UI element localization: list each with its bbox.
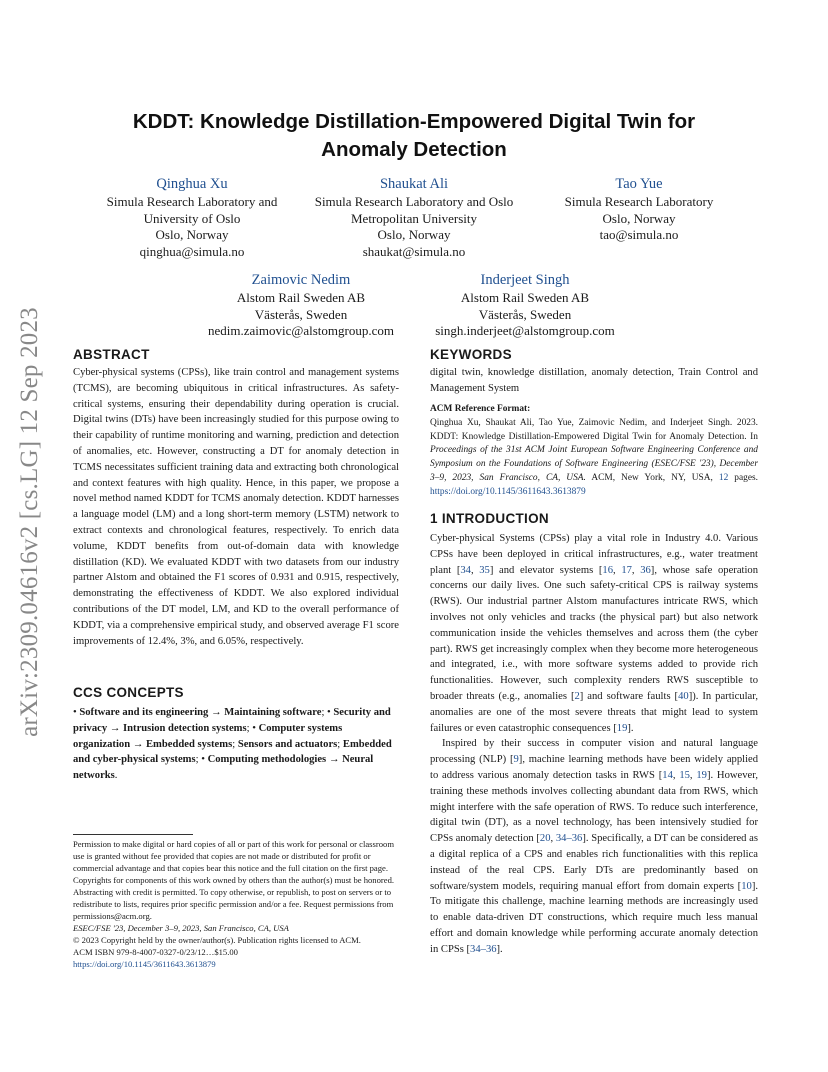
acm-reference-authors: Qinghua Xu, Shaukat Ali, Tao Yue, Zaimovic Nedim, and Inderjeet Singh. 2023. KDDT: Knowledge Distillation-Empowered Digital Twin for Anomaly Detection. In <box>430 417 758 442</box>
isbn-line: ACM ISBN 979-8-4007-0327-0/23/12…$15.00 <box>73 947 238 957</box>
paragraph-text: ] and elevator systems [ <box>489 564 603 576</box>
paragraph-text: , <box>470 564 480 576</box>
footnote-block <box>73 838 399 970</box>
ccs-concept: Sensors and actuators <box>237 738 338 750</box>
ccs-concept: Security and privacy → Intrusion detection systems <box>73 707 391 734</box>
author-block-1 <box>92 174 292 260</box>
author-block-3 <box>544 174 734 244</box>
author-affiliation: Metropolitan University <box>350 210 477 226</box>
author-affiliation: Alstom Rail Sweden AB <box>236 290 366 305</box>
author-affiliation: Simula Research Laboratory and Oslo <box>314 194 514 209</box>
ccs-separator: ; • <box>246 722 259 734</box>
author-email: tao@simula.no <box>599 227 679 242</box>
author-location: Oslo, Norway <box>155 227 229 242</box>
acm-reference-doi-link[interactable]: https://doi.org/10.1145/3611643.3613879 <box>430 486 586 497</box>
author-location: Västerås, Sweden <box>478 306 572 322</box>
author-block-5 <box>424 270 626 340</box>
introduction-paragraph-2 <box>430 736 758 957</box>
author-affiliation: Simula Research Laboratory and <box>106 194 278 209</box>
paragraph-text: , <box>672 769 680 781</box>
citation-link[interactable]: 40 <box>678 690 689 702</box>
author-affiliation: Alstom Rail Sweden AB <box>460 290 590 305</box>
author-email: singh.inderjeet@alstomgroup.com <box>435 323 615 338</box>
citation-link[interactable]: 9 <box>513 754 519 766</box>
author-block-4 <box>200 270 402 340</box>
author-name: Inderjeet Singh <box>480 272 570 288</box>
citation-link[interactable]: 34–36 <box>470 943 497 955</box>
paragraph-text: ]. Specifically, a DT can be considered as a digital replica of a CPS and enables rich functionalities with this replica instead of the real CPS. Early DTs are predominantly based on software/system models, requiring manual effort from domain experts [ <box>430 833 759 892</box>
acm-reference-text <box>430 417 758 500</box>
paragraph-text: Inspired by their success in computer vision and natural language processing (NLP) [ <box>430 738 758 766</box>
ccs-separator: • <box>73 707 80 718</box>
citation-link[interactable]: 16 <box>602 564 614 576</box>
citation-link[interactable]: 10 <box>741 880 752 892</box>
paragraph-text: , <box>550 833 556 845</box>
acm-reference-pages: pages. <box>728 472 758 483</box>
citation-link[interactable]: 19 <box>696 769 707 781</box>
paragraph-text: ]). In particular, anomalies are one of the most severe threats that might lead to system failures or even catastrophic consequences [ <box>430 690 758 734</box>
author-email: shaukat@simula.no <box>362 243 466 259</box>
pages-link[interactable]: 12 <box>718 472 729 483</box>
abstract-text: Cyber-physical systems (CPSs), like train control and management systems (TCMS), are becoming ubiquitous in critical infrastructures. As safety-critical systems, ensuring their dependability during operation is crucial. Digital twins (DTs) have been increasingly studied for this purpose owing to their capability of runtime monitoring and warning, prediction and detection of anomalies, etc. However, constructing a DT for anomaly detection in TCMS necessitates sufficient training data and extracting both chronological and context features with high quality. Hence, in this paper, we propose a novel method named KDDT for TCMS anomaly detection. KDDT harnesses a language model (LM) and a long short-term memory (LSTM) network to extract contexts and chronological features, respectively. To enrich data volume, KDDT benefits from out-of-domain data with knowledge distillation (KD). We evaluated KDDT with two datasets from our industry partner Alstom and obtained the F1 scores of 0.931 and 0.915, respectively, demonstrating the effectiveness of KDDT. We also explored individual contributions of the DT model, LM, and KD to the overall performance of KDDT, via a comprehensive empirical study, and observed average F1 score improvements of 12.4%, 3%, and 6.05%, respectively. <box>73 367 399 647</box>
abstract-section <box>73 346 399 649</box>
author-affiliation: Simula Research Laboratory <box>564 194 714 209</box>
author-name: Tao Yue <box>615 176 663 192</box>
paragraph-text: ]. <box>496 943 503 955</box>
ccs-separator: . <box>114 770 118 782</box>
paragraph-text: , <box>613 564 622 576</box>
ccs-section <box>73 684 399 784</box>
citation-link[interactable]: 34 <box>460 564 471 576</box>
author-email: nedim.zaimovic@alstomgroup.com <box>208 323 394 338</box>
permission-notice: Permission to make digital or hard copies of all or part of this work for personal or classroom use is granted without fee provided that copies are not made or distributed for profit or commercial advantage and that copies bear this notice and the full citation on the first page. Copyrights for components of this work owned by others than the author(s) must be honored. Abstracting with credit is permitted. To copy otherwise, or republish, to post on servers or to redistribute to lists, requires prior specific permission and/or a fee. Request permissions from permissions@acm.org. <box>73 839 395 921</box>
author-name: Zaimovic Nedim <box>251 272 351 288</box>
doi-link[interactable]: https://doi.org/10.1145/3611643.3613879 <box>73 959 216 969</box>
introduction-section <box>430 510 758 958</box>
author-location: Oslo, Norway <box>602 210 676 226</box>
ccs-separator: ; • <box>321 707 334 718</box>
ccs-concept: Software and its engineering → Maintaining software <box>79 707 322 718</box>
acm-reference-publisher: ACM, New York, NY, USA, <box>585 472 719 483</box>
paper-title <box>60 108 768 164</box>
footnote-rule <box>73 834 193 835</box>
title-line-2: Anomaly Detection <box>321 138 507 161</box>
venue-line: ESEC/FSE '23, December 3–9, 2023, San Francisco, CA, USA <box>73 923 289 933</box>
copyright-line: © 2023 Copyright held by the owner/author(s). Publication rights licensed to ACM. <box>73 935 361 945</box>
citation-link[interactable]: 19 <box>616 722 628 734</box>
paragraph-text: ]. To mitigate this challenge, machine learning methods are increasingly used to enable data-driven DT constructions, which require much less manual effort and domain knowledge while performing accurate anomaly detection in CPSs [ <box>430 880 758 955</box>
introduction-paragraph-1 <box>430 531 758 736</box>
ccs-concept: Computing methodologies → Neural networks <box>73 754 374 782</box>
paragraph-text: Cyber-physical Systems (CPSs) play a vital role in Industry 4.0. Various CPSs have been deployed in critical infrastructures, e.g., water treatment plant [ <box>430 533 758 576</box>
author-location: Västerås, Sweden <box>254 306 348 322</box>
ccs-concept: Embedded and cyber-physical systems <box>73 738 392 766</box>
paragraph-text: ] and software faults [ <box>579 690 679 702</box>
paragraph-text: ]. However, training these methods involves collecting abundant data from RWS, which might interfere with the safe operation of RWS. To reduce such interference, digital twin (DT), as a novel technology, has been intensively studied for CPSs anomaly detection [ <box>430 769 758 845</box>
citation-link[interactable]: 17 <box>621 564 632 576</box>
ccs-text <box>73 705 399 784</box>
author-name: Qinghua Xu <box>156 176 228 192</box>
citation-link[interactable]: 2 <box>574 690 580 702</box>
keywords-heading: KEYWORDS <box>430 347 512 362</box>
acm-reference-proceedings: Proceedings of the 31st ACM Joint European Software Engineering Conference and Symposium on the Foundations of Software Engineering (ESEC/FSE '23), December 3–9, 2023, San Francisco, CA, USA. <box>430 445 758 483</box>
ccs-separator: ; <box>232 738 238 750</box>
citation-link[interactable]: 36 <box>640 564 651 576</box>
ccs-heading: CCS CONCEPTS <box>73 685 184 700</box>
paragraph-text: ], whose safe operation concerns our daily lives. One such safety-critical CPS is railway systems (RWS). Our industrial partner Alstom manufactures intricate RWS, which involves not only vehicles and tracks (the physical part) but also network communication inside the vehicles themselves and across them (the cyber part). RWS get increasingly complex when they become more heterogeneous and integrated, i.e., with more software systems added to provide rich functionalities. However, such complexity renders RWS susceptible to broader threats (e.g., anomalies [ <box>430 564 759 702</box>
arxiv-identifier: arXiv:2309.04616v2 [cs.LG] 12 Sep 2023 <box>16 307 43 737</box>
author-email: qinghua@simula.no <box>139 243 245 259</box>
title-line-1: KDDT: Knowledge Distillation-Empowered Digital Twin for <box>132 110 696 133</box>
keywords-section <box>430 346 758 397</box>
author-block-2 <box>300 174 528 260</box>
citation-link[interactable]: 14 <box>662 769 673 781</box>
acm-reference-heading: ACM Reference Format: <box>430 404 531 414</box>
paragraph-text: , <box>689 769 697 781</box>
introduction-heading: 1 INTRODUCTION <box>430 511 549 526</box>
ccs-separator: ; <box>337 738 343 750</box>
author-affiliation: University of Oslo <box>143 210 241 226</box>
abstract-heading: ABSTRACT <box>73 347 150 362</box>
author-name: Shaukat Ali <box>379 176 449 192</box>
keywords-text: digital twin, knowledge distillation, anomaly detection, Train Control and Management System <box>430 367 758 394</box>
citation-link[interactable]: 35 <box>479 564 490 576</box>
acm-reference-section <box>430 403 758 500</box>
paragraph-text: ]. <box>627 722 634 734</box>
ccs-concept: Computer systems organization → Embedded systems <box>73 722 343 750</box>
ccs-separator: ; • <box>195 754 208 766</box>
citation-link[interactable]: 20 <box>539 833 551 845</box>
paragraph-text: , <box>631 564 641 576</box>
author-location: Oslo, Norway <box>377 227 451 242</box>
paragraph-text: ], machine learning methods have been widely applied to address various anomaly detection tasks in RWS [ <box>430 754 759 781</box>
citation-link[interactable]: 34–36 <box>555 833 583 845</box>
citation-link[interactable]: 15 <box>679 769 690 781</box>
